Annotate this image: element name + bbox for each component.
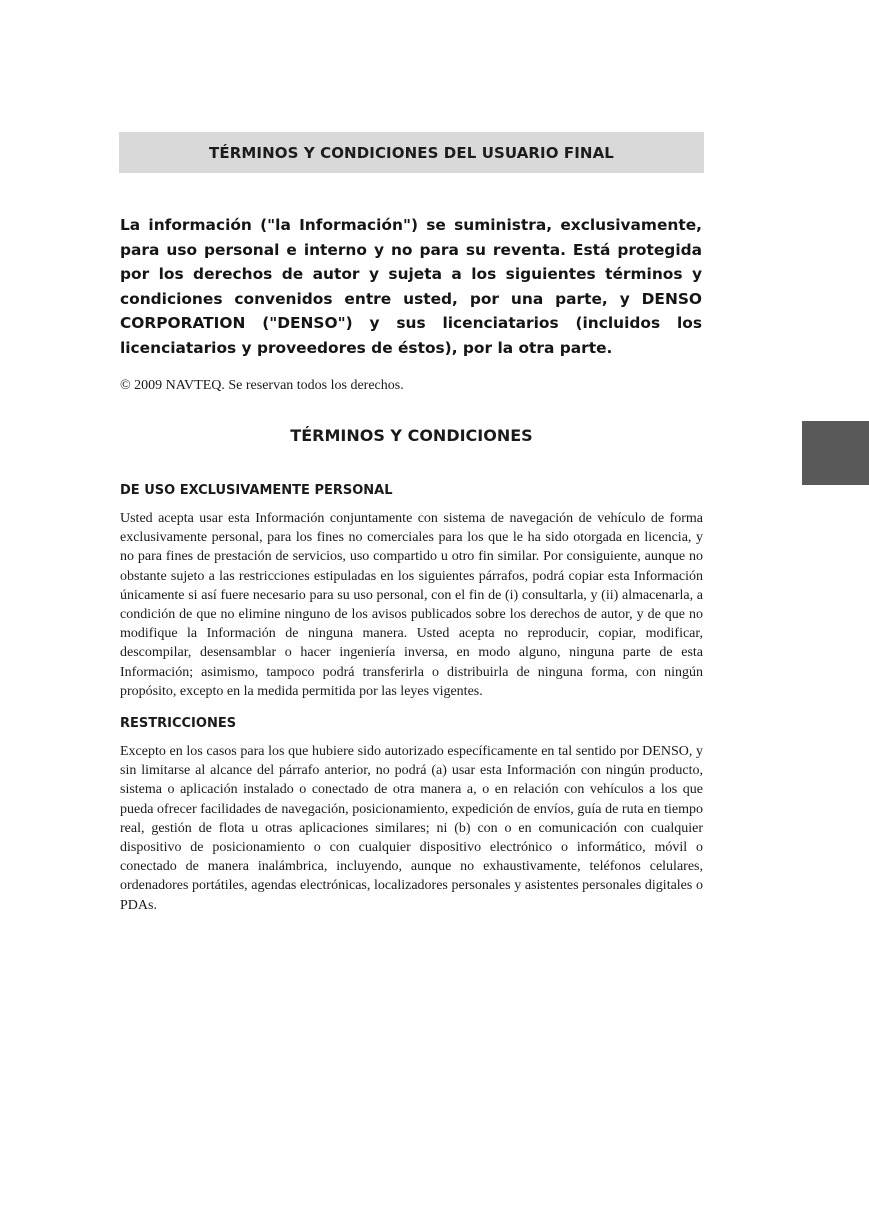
personal-use-heading: DE USO EXCLUSIVAMENTE PERSONAL [120,483,393,498]
restrictions-paragraph: Excepto en los casos para los que hubiere sido autorizado específicamente en tal sentido por DENSO, y sin limitarse al alcance del párrafo anterior, no podrá (a) usar esta Información con ningún producto, sistema o aplicación instalado o conectado de otra manera a, o en relación con vehículos a los que pueda ofrecer facilidades de navegación, posicionamiento, expedición de envíos, guía de ruta en tiempo real, gestión de flota u otras aplicaciones similares; ni (b) con o en comunicación con cualquier dispositivo de posicionamiento o con cualquier dispositivo electrónico o informático, móvil o conectado de manera inalámbrica, incluyendo, aunque no exhaustivamente, teléfonos celulares, ordenadores portátiles, agendas electrónicas, localizadores personales y asistentes personales digitales o PDAs. [120,744,703,913]
chapter-tab-marker [802,421,869,485]
section-title: TÉRMINOS Y CONDICIONES [290,426,533,445]
page-title: TÉRMINOS Y CONDICIONES DEL USUARIO FINAL [209,143,614,162]
copyright-notice: © 2009 NAVTEQ. Se reservan todos los derechos. [120,378,404,393]
header-bar [119,132,704,173]
personal-use-paragraph: Usted acepta usar esta Información conjuntamente con sistema de navegación de vehículo de forma exclusivamente personal, para los fines no comerciales para los que le ha sido otorgada en licencia, y no para fines de prestación de servicios, uso compartido u otro fin similar. Por consiguiente, aunque no obstante sujeto a las restricciones estipuladas en los siguientes párrafos, podrá copiar esta Información únicamente si así fuere necesario para su uso personal, con el fin de (i) consultarla, y (ii) almacenarla, a condición de que no elimine ninguno de los avisos publicados sobre los derechos de autor, y de que no modifique la Información de ninguna manera. Usted acepta no reproducir, copiar, modificar, descompilar, desensamblar o hacer ingeniería inversa, en modo alguno, ninguna parte de esta Información; asimismo, tampoco podrá transferirla o distribuirla de ninguna forma, con ningún propósito, excepto en la medida permitida por las leyes vigentes. [120,511,703,699]
restrictions-heading: RESTRICCIONES [120,716,237,731]
intro-paragraph: La información ("la Información") se suministra, exclusivamente, para uso personal e interno y no para su reventa. Está protegida por los derechos de autor y sujeta a los siguientes términos y condiciones convenidos entre usted, por una parte, y DENSO CORPORATION ("DENSO") y sus licenciatarios (incluidos los licenciatarios y proveedores de éstos), por la otra parte. [120,216,702,357]
